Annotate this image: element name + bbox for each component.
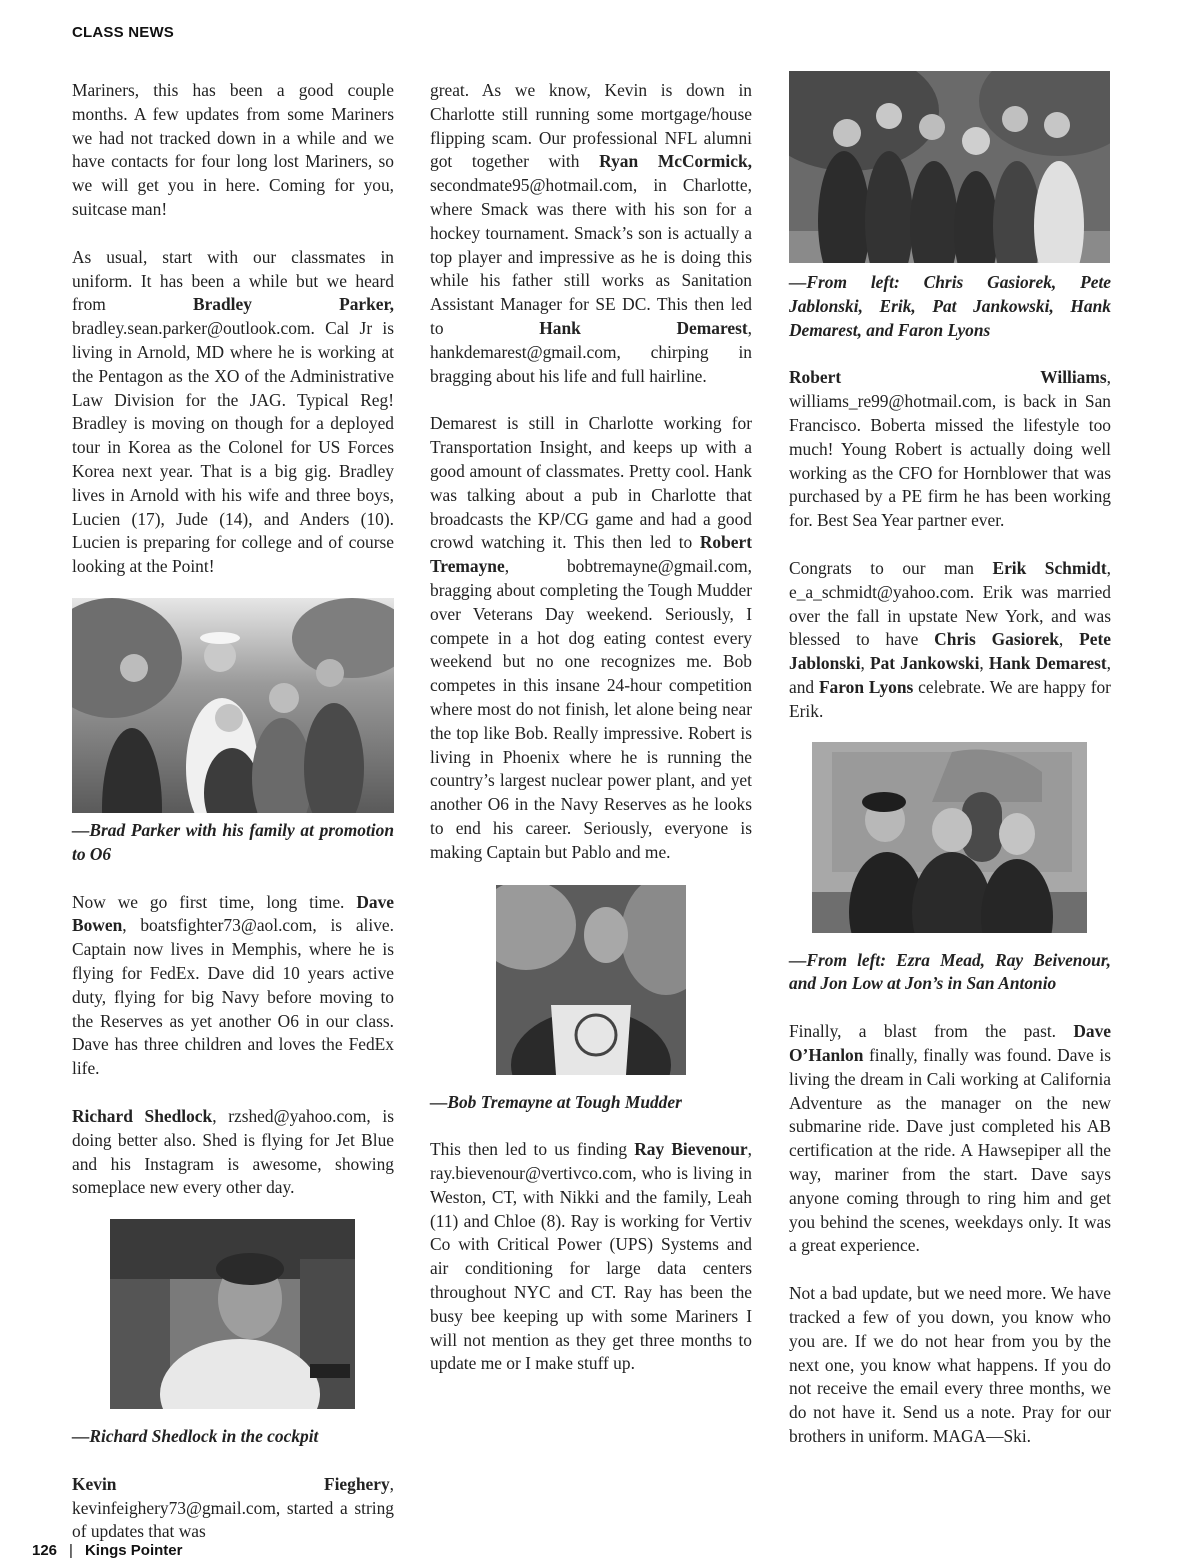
column-3 (789, 71, 1111, 1449)
photo-caption: —From left: Ezra Mead, Ray Beivenour, and Jon Low at Jon’s in San Antonio (789, 949, 1111, 994)
person-name: Bradley Parker, (192, 294, 394, 315)
person-name: Hank Demarest (539, 317, 748, 338)
paragraph: Not a bad update, but we need more. We have tracked a few of you down, you know who you are. If we do not hear from you by the next one, you know what happens. If you do not receive the email every three months, we do not have it. Send us a note. Pray for our brothers in uniform. MAGA—Ski. (789, 1283, 1111, 1446)
paragraph: This then led to us finding Ray Bievenour, ray.bievenour@vertivco.com, who is living in Weston, CT, with Nikki and the family, Leah (11) and Chloe (8). Ray is working for Vertiv Co with Critical Power (UPS) Systems and air conditioning for large data centers throughout NYC and CT. Ray has been the busy bee keeping up with some Mariners I will not mention as they get three months to update me or I make stuff up. (430, 1139, 752, 1374)
paragraph: Kevin Fieghery, kevinfeighery73@gmail.com, started a string of updates that was (72, 1473, 394, 1542)
photo-wedding-group (789, 71, 1110, 263)
person-name: Dave Bowen (72, 891, 394, 936)
page-number: 126 (32, 1542, 58, 1559)
photo-parker-family (72, 598, 394, 813)
paragraph: Now we go first time, long time. Dave Bowen, boatsfighter73@aol.com, is alive. Captain now lives in Memphis, where he is flying for FedEx. Dave did 10 years active duty, flying for big Navy before moving to the Reserves as yet another O6 in our class. Dave has three children and loves the FedEx life. (72, 891, 394, 1079)
person-name: Robert Tremayne (430, 532, 752, 577)
column-1 (72, 79, 394, 1544)
person-name: Faron Lyons (818, 676, 914, 697)
paragraph: Congrats to our man Erik Schmidt, e_a_schmidt@yahoo.com. Erik was married over the fall in upstate New York, and was blessed to have Chris Gasiorek, Pete Jablonski, Pat Jankowski, Hank Demarest, and Faron Lyons celebrate. We are happy for Erik. (789, 557, 1111, 721)
section-header: CLASS NEWS (72, 24, 175, 41)
person-name: Richard Shedlock (72, 1105, 213, 1126)
paragraph: Richard Shedlock, rzshed@yahoo.com, is doing better also. Shed is flying for Jet Blue and his Instagram is awesome, showing someplace new every other day. (72, 1105, 394, 1198)
paragraph: Robert Williams, williams_re99@hotmail.com, is back in San Francisco. Boberta missed the lifestyle too much! Young Robert is actually doing well working as the CFO for Hornblower that was purchased by a PE firm he has been working for. Best Sea Year partner ever. (789, 367, 1111, 531)
publication-name: Kings Pointer (84, 1542, 183, 1559)
paragraph: Mariners, this has been a good couple months. A few updates from some Mariners we had not tracked down in a while and we have contacts for four long lost Mariners, so we will get you in here. Coming for you, suitcase man! (72, 80, 394, 219)
photo-san-antonio (812, 742, 1087, 933)
photo-caption: —From left: Chris Gasiorek, Pete Jablonski, Erik, Pat Jankowski, Hank Demarest, and Faron Lyons (789, 272, 1111, 340)
person-name: Erik Schmidt (992, 557, 1107, 578)
photo-tremayne-tough-mudder (496, 885, 686, 1075)
person-name: Chris Gasiorek (934, 629, 1059, 650)
paragraph: Finally, a blast from the past. Dave O’Hanlon finally, finally was found. Dave is living the dream in Cali working at California Adventure as the manager on the new submarine ride. Dave just completed his AB certification at the ride. A Hawsepiper all the way, mariner from the start. Dave says anyone coming through to ring him and get you behind the scenes, weekdays only. It was a great experience. (789, 1021, 1111, 1256)
person-name: Dave O’Hanlon (789, 1021, 1111, 1065)
paragraph: As usual, start with our classmates in uniform. It has been a while but we heard from Bradley Parker, bradley.sean.parker@outlook.com. Cal Jr is living in Arnold, MD where he is working at the Pentagon as the XO of the Administrative Law Division for the JAG. Typical Reg! Bradley is moving on though for a deployed tour in Korea as the Colonel for US Forces Korea next year. That is a big gig. Bradley lives in Arnold with his wife and three boys, Lucien (17), Jude (14), and Anders (10). Lucien is preparing for college and of course looking at the Point! (72, 246, 394, 577)
photo-caption: —Richard Shedlock in the cockpit (72, 1426, 319, 1447)
column-2 (430, 79, 752, 1376)
person-name: Ray Bievenour (634, 1139, 748, 1160)
photo-caption: —Brad Parker with his family at promotion to O6 (72, 819, 394, 864)
paragraph: Demarest is still in Charlotte working for Transportation Insight, and keeps up with a good amount of classmates. Pretty cool. Hank was talking about a pub in Charlotte that broadcasts the KP/CG game and had a good crowd watching it. This then led to Robert Tremayne, bobtremayne@gmail.com, bragging about completing the Tough Mudder over Veterans Day weekend. Seriously, I compete in a hot dog eating contest every weekend but no one recognizes me. Bob competes in this insane 24-hour competition where most do not finish, let alone being near the top like Bob. Really impressive. Robert is living in Phoenix where he is running the country’s largest nuclear power plant, and yet another O6 in the Navy Reserves as he looks to end his career. Seriously, everyone is making Captain but Pablo and me. (430, 413, 752, 862)
person-name: Hank Demarest (988, 653, 1107, 674)
person-name: Robert Williams (789, 367, 1107, 388)
photo-caption: —Bob Tremayne at Tough Mudder (430, 1091, 682, 1112)
photo-shedlock-cockpit (110, 1219, 355, 1409)
person-name: Kevin Fieghery (72, 1473, 390, 1494)
footer-separator: | (69, 1542, 73, 1559)
person-name: Pat Jankowski (869, 653, 980, 674)
person-name: Pete Jablonski (789, 629, 1111, 674)
person-name: Ryan McCormick, (599, 151, 752, 172)
page-footer (32, 1542, 182, 1559)
paragraph: great. As we know, Kevin is down in Charlotte still running some mortgage/house flipping scam. Our professional NFL alumni got together with Ryan McCormick, secondmate95@hotmail.com, in Charlotte, where Smack was there with his son for a hockey tournament. Smack’s son is actually a top player and impressive as he is doing this while his father still works as Sanitation Assistant Manager for SE DC. This then led to Hank Demarest, hankdemarest@gmail.com, chirping in bragging about his life and full hairline. (430, 80, 753, 386)
